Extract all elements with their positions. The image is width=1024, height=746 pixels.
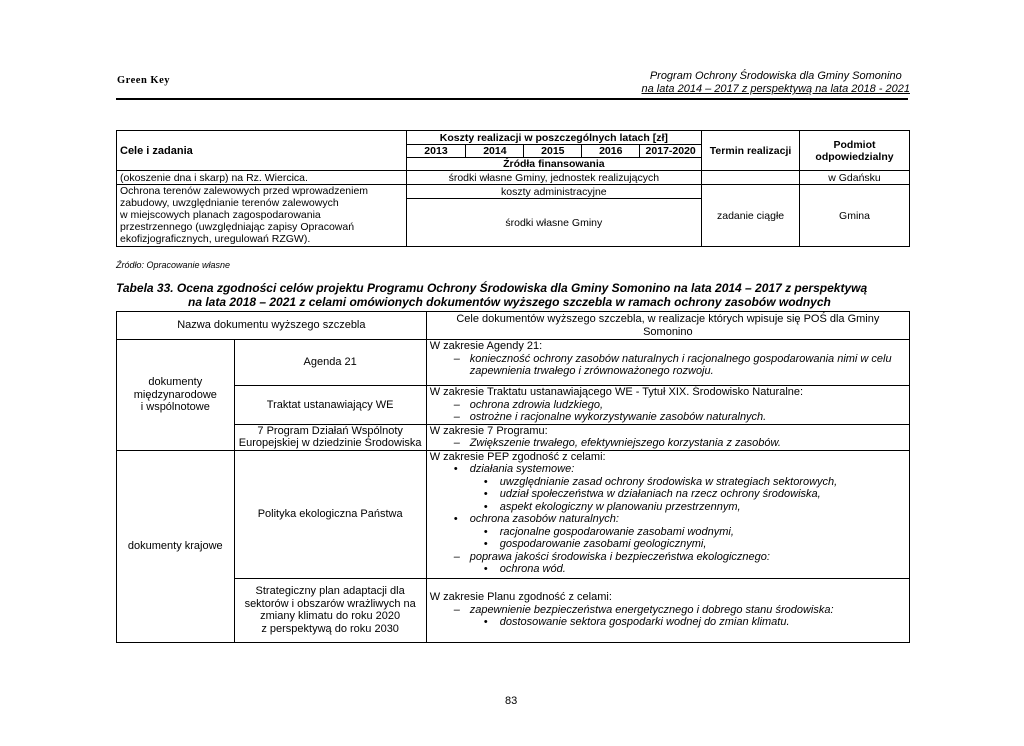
goal-subitem: • uwzględnianie zasad ochrony środowiska w strategiach sektorowych, (483, 475, 838, 488)
table-caption (116, 281, 916, 309)
goals-title: W zakresie 7 Programu: (429, 424, 548, 437)
main-row-podmiot: Gmina (800, 185, 910, 247)
cele-line: w miejscowych planach zagospodarowania (120, 209, 321, 221)
goals-traktat-we (426, 386, 909, 425)
col-podmiot-header: Podmiot odpowiedzialny (800, 131, 910, 171)
cele-line: zabudowy, uwzględnianie terenów zalewowych (120, 197, 339, 209)
goal-item: – ochrona zdrowia ludzkiego, (453, 398, 604, 411)
year-2015: 2015 (524, 145, 582, 158)
year-2014: 2014 (466, 145, 524, 158)
doc-line: Strategiczny plan adaptacji dla (255, 585, 405, 597)
main-row-admin-costs: koszty administracyjne (406, 185, 702, 199)
col-cele-header: Cele i zadania (117, 131, 407, 171)
tasks-table (116, 130, 910, 247)
goals-7-program (426, 424, 909, 450)
goal-subitem: • aspekt ekologiczny w planowaniu przestrzennym, (483, 500, 741, 513)
prev-row-podmiot: w Gdańsku (800, 171, 910, 185)
prev-row-termin (702, 171, 800, 185)
header-line-1: Program Ochrony Środowiska dla Gminy Somonino (649, 70, 902, 82)
bullet-marker: • (453, 513, 458, 525)
goal-item: – zapewnienie bezpieczeństwa energetycznego i dobrego stanu środowiska: (453, 603, 834, 616)
goal-subitem: • gospodarowanie zasobami geologicznymi, (483, 538, 707, 550)
cele-line: Ochrona terenów zalewowych przed wprowadzeniem (120, 185, 369, 197)
goals-polityka-ekologiczna (426, 450, 909, 578)
category-national: dokumenty krajowe (117, 450, 235, 642)
goals-title: W zakresie Planu zgodność z celami: (429, 591, 612, 604)
compliance-table (116, 311, 910, 643)
dash-marker: – (453, 352, 460, 365)
doc-line: Europejskiej w dziedzinie Środowiska (238, 437, 422, 449)
goal-subitem: • ochrona wód. (483, 563, 566, 575)
goal-subitem: • udział społeczeństwa w działaniach na rzecz ochrony środowiska, (483, 488, 821, 500)
dash-marker: – (453, 550, 460, 563)
category-line: międzynarodowe (133, 388, 217, 401)
dash-marker: – (453, 411, 460, 423)
bullet-marker: • (483, 488, 488, 500)
goal-item-continued: zapewnienia trwałego i zrównoważonego rozwoju. (469, 365, 714, 377)
bullet-marker: • (483, 563, 488, 575)
goals-title: W zakresie Traktatu ustanawiającego WE - Tytuł XIX. Środowisko Naturalne: (429, 386, 804, 398)
dash-marker: – (453, 437, 460, 449)
main-row-cele (117, 185, 407, 247)
prev-row-zrodla: środki własne Gminy, jednostek realizujących (406, 171, 702, 185)
category-line: i wspólnotowe (140, 401, 210, 413)
goal-subitem: • racjonalne gospodarowanie zasobami wodnymi, (483, 525, 734, 538)
page-number: 83 (505, 695, 518, 707)
category-international (117, 340, 235, 451)
goal-item: – Zwiększenie trwałego, efektywniejszego korzystania z zasobów. (453, 437, 781, 449)
costs-header: Koszty realizacji w poszczególnych latach [zł] (406, 131, 702, 145)
cele-line: przestrzennego (uwzględniając zapisy Opracowań (120, 221, 355, 233)
doc-traktat-we: Traktat ustanawiający WE (234, 386, 426, 425)
goal-item: – poprawa jakości środowiska i bezpieczeństwa ekologicznego: (453, 550, 770, 563)
col-doc-name-header: Nazwa dokumentu wyższego szczebla (117, 312, 427, 340)
dash-marker: – (453, 603, 460, 616)
bullet-marker: • (483, 500, 488, 513)
doc-line: sektorów i obszarów wrażliwych na (244, 597, 416, 610)
col-goals-header (426, 312, 909, 340)
year-2013: 2013 (406, 145, 466, 158)
goal-item: – konieczność ochrony zasobów naturalnych i racjonalnego gospodarowania nimi w celu (453, 352, 892, 365)
sources-header: Źródła finansowania (406, 158, 702, 171)
goal-item: • ochrona zasobów naturalnych: (453, 513, 619, 525)
dash-marker: – (453, 398, 460, 411)
year-2017-2020: 2017-2020 (640, 145, 702, 158)
bullet-marker: • (483, 525, 488, 538)
doc-line: 7 Program Działań Wspólnoty (257, 424, 403, 437)
bullet-marker: • (453, 463, 458, 475)
header-line-2: na lata 2014 – 2017 z perspektywą na lata 2018 - 2021 (641, 83, 910, 95)
doc-agenda-21: Agenda 21 (234, 340, 426, 386)
bullet-marker: • (483, 616, 488, 629)
year-2016: 2016 (582, 145, 640, 158)
caption-line-1: Tabela 33. Ocena zgodności celów projektu Programu Ochrony Środowiska dla Gminy Somonino na lata 2014 – 2017 z perspektywą (116, 281, 868, 295)
header-company: Green Key (117, 75, 171, 86)
doc-strategiczny-plan (234, 578, 426, 642)
doc-line: z perspektywą do roku 2030 (261, 622, 399, 635)
goal-item: – ostrożne i racjonalne wykorzystywanie zasobów naturalnych. (453, 411, 767, 423)
goals-header-line: Cele dokumentów wyższego szczebla, w realizacje których wpisuje się POŚ dla Gminy (456, 313, 880, 325)
goals-agenda-21 (426, 340, 909, 386)
col-termin-header: Termin realizacji (702, 131, 800, 171)
doc-line: zmiany klimatu do roku 2020 (260, 610, 401, 622)
goals-strategiczny-plan (426, 578, 909, 642)
category-line: dokumenty (148, 376, 203, 388)
prev-row-cele: (okoszenie dna i skarp) na Rz. Wiercica. (117, 171, 407, 185)
goals-header-line: Somonino (643, 325, 693, 338)
goals-title: W zakresie PEP zgodność z celami: (429, 450, 606, 463)
goal-item: • działania systemowe: (453, 463, 575, 475)
goals-title: W zakresie Agendy 21: (429, 340, 543, 352)
doc-polityka-ekologiczna: Polityka ekologiczna Państwa (234, 450, 426, 578)
main-row-termin: zadanie ciągłe (702, 185, 800, 247)
bullet-marker: • (483, 538, 488, 550)
caption-line-2: na lata 2018 – 2021 z celami omówionych dokumentów wyższego szczebla w ramach ochrony zasobów wodnych (188, 295, 831, 309)
main-row-zrodla: środki własne Gminy (406, 199, 702, 247)
doc-7-program (234, 424, 426, 450)
goal-subitem: • dostosowanie sektora gospodarki wodnej do zmian klimatu. (483, 616, 790, 629)
cele-line: ekofizjograficznych, uregulowań RZGW). (120, 233, 311, 245)
bullet-marker: • (483, 475, 488, 488)
table-source: Źródło: Opracowanie własne (116, 260, 231, 270)
header-program-title (642, 70, 910, 96)
header-rule (116, 98, 908, 100)
